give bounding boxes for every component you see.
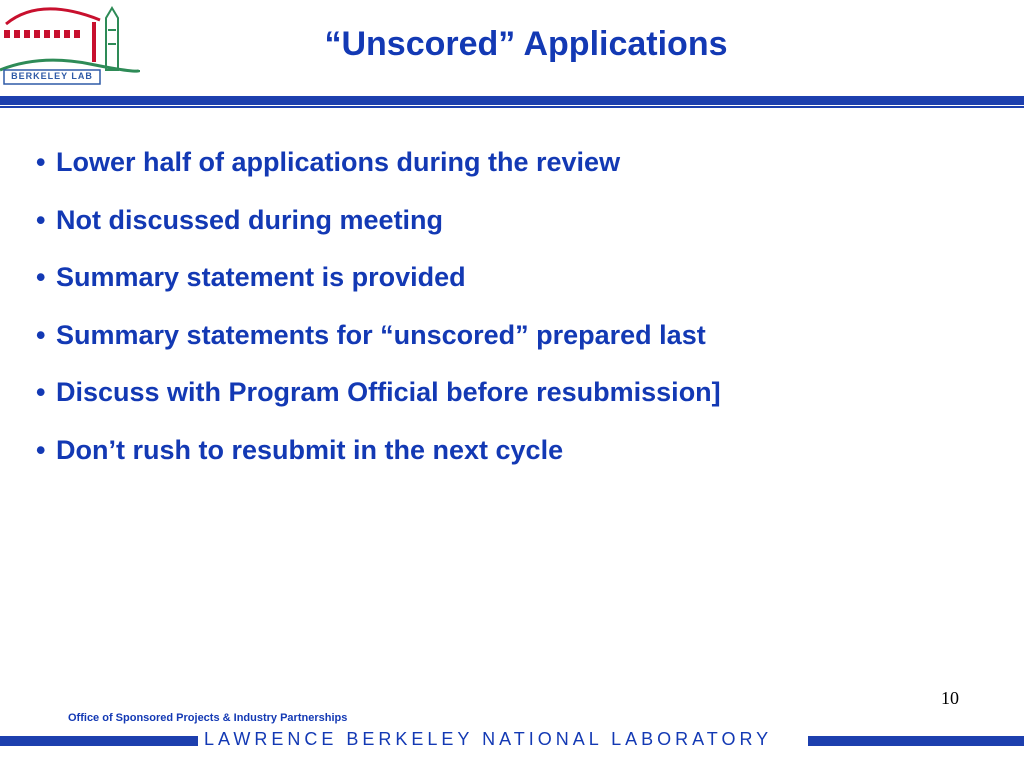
bullet-item [36, 140, 721, 198]
bullet-icon: • [36, 377, 46, 407]
logo-text: BERKELEY LAB [11, 71, 93, 81]
bullet-text: Don’t rush to resubmit in the next cycle [56, 434, 564, 465]
bullet-icon: • [36, 204, 46, 235]
berkeley-lab-logo [0, 0, 140, 90]
bullet-text: Discuss with Program Official before resubmission] [56, 377, 721, 407]
bullet-icon: • [36, 434, 46, 465]
footer-divider-left [0, 736, 198, 746]
footer-office: Office of Sponsored Projects & Industry Partnerships [68, 712, 348, 724]
footer-lab-name: LAWRENCE BERKELEY NATIONAL LABORATORY [204, 729, 773, 749]
header-divider [0, 96, 1024, 108]
bullet-icon: • [36, 262, 46, 292]
footer-divider-right [808, 736, 1024, 746]
bullet-text: Summary statements for “unscored” prepared last [56, 319, 706, 350]
bullet-item [36, 198, 721, 256]
bullet-item [36, 370, 721, 428]
bullet-list [36, 140, 721, 485]
bullet-text: Lower half of applications during the review [56, 147, 621, 177]
slide-title: “Unscored” Applications [324, 25, 728, 63]
bullet-text: Summary statement is provided [56, 262, 466, 292]
bullet-item [36, 255, 721, 313]
bullet-item [36, 313, 721, 371]
bullet-icon: • [36, 319, 46, 350]
page-number: 10 [941, 688, 959, 708]
bullet-icon: • [36, 147, 46, 177]
bullet-item [36, 428, 721, 486]
bullet-text: Not discussed during meeting [56, 204, 444, 235]
